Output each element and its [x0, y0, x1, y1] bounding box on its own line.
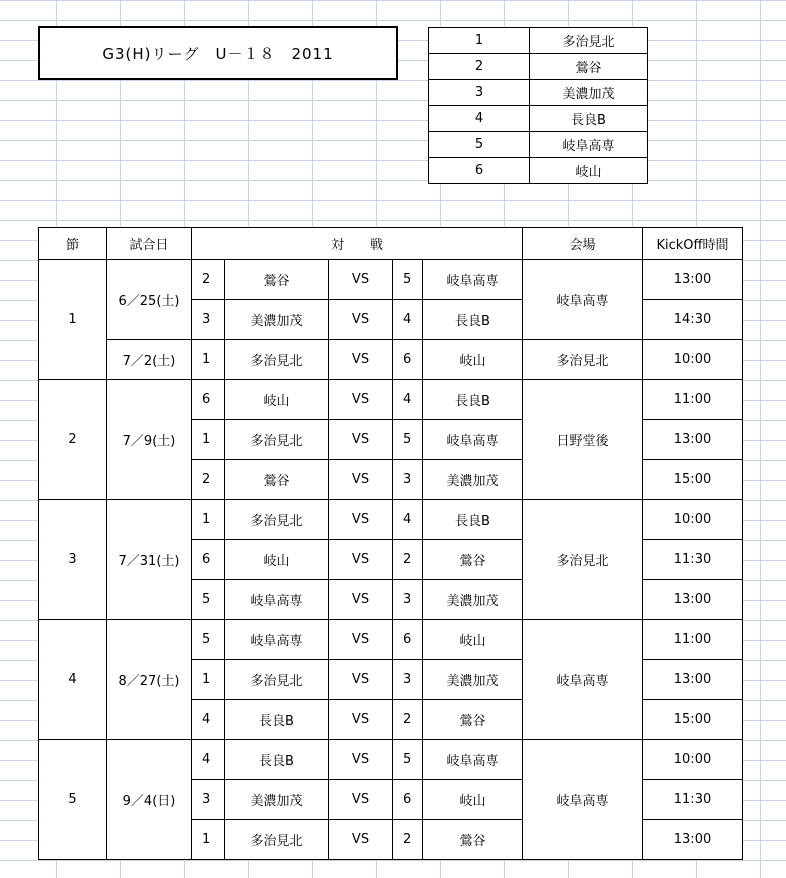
away-team-number: 4: [393, 380, 423, 420]
home-team-name: 美濃加茂: [225, 300, 329, 340]
versus-label: VS: [329, 820, 393, 860]
away-team-name: 岐阜高専: [423, 260, 523, 300]
away-team-number: 4: [393, 500, 423, 540]
away-team-name: 岐山: [423, 780, 523, 820]
team-number: 6: [429, 158, 530, 184]
versus-label: VS: [329, 500, 393, 540]
kickoff-time: 11:00: [643, 620, 743, 660]
home-team-name: 多治見北: [225, 820, 329, 860]
match-date: 7／31(土): [107, 500, 192, 620]
home-team-number: 2: [192, 460, 225, 500]
match-date: 8／27(土): [107, 620, 192, 740]
versus-label: VS: [329, 420, 393, 460]
kickoff-time: 13:00: [643, 580, 743, 620]
match-row: [39, 740, 743, 780]
match-date: 6／25(土): [107, 260, 192, 340]
kickoff-time: 10:00: [643, 500, 743, 540]
team-row: [429, 158, 648, 184]
away-team-name: 長良B: [423, 380, 523, 420]
match-row: [39, 620, 743, 660]
home-team-name: 鶯谷: [225, 460, 329, 500]
versus-label: VS: [329, 340, 393, 380]
team-name: 岐阜高専: [530, 132, 648, 158]
home-team-name: 美濃加茂: [225, 780, 329, 820]
header-section: 節: [39, 228, 107, 260]
match-row: [39, 380, 743, 420]
venue: 多治見北: [523, 500, 643, 620]
home-team-number: 3: [192, 300, 225, 340]
away-team-name: 鶯谷: [423, 820, 523, 860]
away-team-number: 5: [393, 740, 423, 780]
away-team-name: 岐阜高専: [423, 740, 523, 780]
match-row: [39, 260, 743, 300]
away-team-name: 岐山: [423, 340, 523, 380]
header-match: 対 戦: [192, 228, 523, 260]
away-team-name: 鶯谷: [423, 700, 523, 740]
venue: 岐阜高専: [523, 620, 643, 740]
away-team-number: 6: [393, 340, 423, 380]
section-number: 4: [39, 620, 107, 740]
team-row: [429, 28, 648, 54]
away-team-number: 3: [393, 660, 423, 700]
home-team-number: 5: [192, 620, 225, 660]
versus-label: VS: [329, 700, 393, 740]
team-name: 鶯谷: [530, 54, 648, 80]
home-team-name: 多治見北: [225, 340, 329, 380]
kickoff-time: 10:00: [643, 740, 743, 780]
team-name: 岐山: [530, 158, 648, 184]
team-row: [429, 80, 648, 106]
team-name: 多治見北: [530, 28, 648, 54]
home-team-name: 長良B: [225, 740, 329, 780]
home-team-number: 6: [192, 380, 225, 420]
venue: 日野堂後: [523, 380, 643, 500]
match-row: [39, 500, 743, 540]
versus-label: VS: [329, 580, 393, 620]
away-team-name: 長良B: [423, 500, 523, 540]
team-row: [429, 106, 648, 132]
away-team-number: 3: [393, 460, 423, 500]
away-team-name: 岐山: [423, 620, 523, 660]
home-team-number: 1: [192, 660, 225, 700]
away-team-name: 鶯谷: [423, 540, 523, 580]
team-number: 4: [429, 106, 530, 132]
home-team-name: 岐阜高専: [225, 620, 329, 660]
home-team-name: 多治見北: [225, 660, 329, 700]
kickoff-time: 15:00: [643, 460, 743, 500]
home-team-number: 1: [192, 420, 225, 460]
team-row: [429, 54, 648, 80]
away-team-number: 5: [393, 420, 423, 460]
away-team-number: 3: [393, 580, 423, 620]
team-row: [429, 132, 648, 158]
kickoff-time: 15:00: [643, 700, 743, 740]
away-team-number: 6: [393, 780, 423, 820]
versus-label: VS: [329, 780, 393, 820]
versus-label: VS: [329, 260, 393, 300]
header-kickoff: KickOff時間: [643, 228, 743, 260]
home-team-name: 岐阜高専: [225, 580, 329, 620]
team-name: 美濃加茂: [530, 80, 648, 106]
kickoff-time: 11:30: [643, 780, 743, 820]
venue: 多治見北: [523, 340, 643, 380]
home-team-name: 岐山: [225, 540, 329, 580]
home-team-number: 1: [192, 340, 225, 380]
home-team-number: 1: [192, 820, 225, 860]
team-name: 長良B: [530, 106, 648, 132]
versus-label: VS: [329, 300, 393, 340]
team-list-table: [428, 27, 648, 184]
away-team-name: 長良B: [423, 300, 523, 340]
home-team-number: 6: [192, 540, 225, 580]
venue: 岐阜高専: [523, 740, 643, 860]
away-team-number: 4: [393, 300, 423, 340]
home-team-name: 長良B: [225, 700, 329, 740]
away-team-name: 岐阜高専: [423, 420, 523, 460]
away-team-number: 5: [393, 260, 423, 300]
section-number: 2: [39, 380, 107, 500]
home-team-name: 多治見北: [225, 500, 329, 540]
team-number: 3: [429, 80, 530, 106]
home-team-number: 4: [192, 740, 225, 780]
kickoff-time: 11:00: [643, 380, 743, 420]
kickoff-time: 13:00: [643, 260, 743, 300]
versus-label: VS: [329, 540, 393, 580]
section-number: 3: [39, 500, 107, 620]
header-date: 試合日: [107, 228, 192, 260]
team-number: 1: [429, 28, 530, 54]
match-date: 7／9(土): [107, 380, 192, 500]
match-date: 9／4(日): [107, 740, 192, 860]
away-team-number: 2: [393, 820, 423, 860]
header-venue: 会場: [523, 228, 643, 260]
versus-label: VS: [329, 380, 393, 420]
kickoff-time: 13:00: [643, 420, 743, 460]
match-row: [39, 340, 743, 380]
home-team-name: 岐山: [225, 380, 329, 420]
versus-label: VS: [329, 740, 393, 780]
away-team-number: 6: [393, 620, 423, 660]
sheet-title: G3(H)リーグ U－１８ 2011: [38, 26, 398, 80]
team-number: 2: [429, 54, 530, 80]
versus-label: VS: [329, 660, 393, 700]
home-team-number: 2: [192, 260, 225, 300]
home-team-name: 多治見北: [225, 420, 329, 460]
kickoff-time: 10:00: [643, 340, 743, 380]
kickoff-time: 14:30: [643, 300, 743, 340]
match-date: 7／2(土): [107, 340, 192, 380]
schedule-table: [38, 227, 743, 860]
away-team-number: 2: [393, 700, 423, 740]
away-team-name: 美濃加茂: [423, 580, 523, 620]
kickoff-time: 11:30: [643, 540, 743, 580]
away-team-name: 美濃加茂: [423, 460, 523, 500]
home-team-number: 4: [192, 700, 225, 740]
section-number: 5: [39, 740, 107, 860]
versus-label: VS: [329, 620, 393, 660]
versus-label: VS: [329, 460, 393, 500]
team-number: 5: [429, 132, 530, 158]
away-team-name: 美濃加茂: [423, 660, 523, 700]
home-team-number: 5: [192, 580, 225, 620]
home-team-number: 1: [192, 500, 225, 540]
kickoff-time: 13:00: [643, 660, 743, 700]
home-team-number: 3: [192, 780, 225, 820]
kickoff-time: 13:00: [643, 820, 743, 860]
venue: 岐阜高専: [523, 260, 643, 340]
section-number: 1: [39, 260, 107, 380]
home-team-name: 鶯谷: [225, 260, 329, 300]
schedule-header-row: [39, 228, 743, 260]
away-team-number: 2: [393, 540, 423, 580]
